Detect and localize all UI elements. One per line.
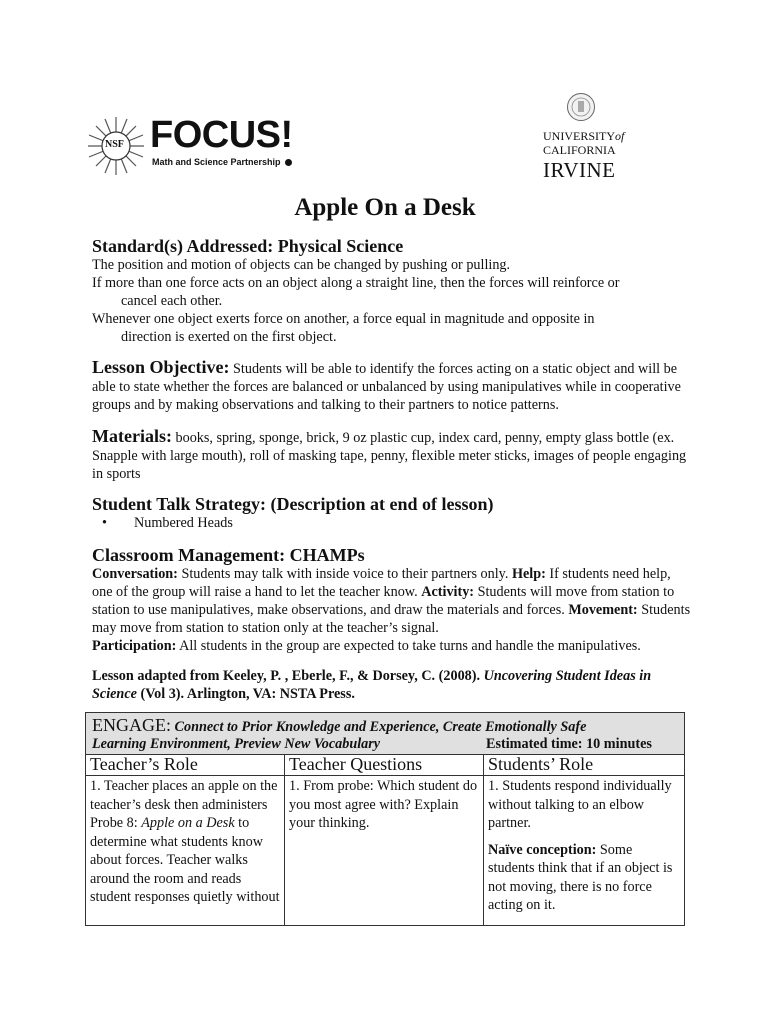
objective-label: Lesson Objective: [92,357,230,377]
uci-university: UNIVERSITYof [543,129,625,143]
standard-line: direction is exerted on the first object. [121,329,337,345]
page-title: Apple On a Desk [294,194,476,221]
standards-text [92,256,692,346]
engage-title: ENGAGE: Connect to Prior Knowledge and Experience, Create Emotionally Safe [92,715,587,735]
uci-california: CALIFORNIA [543,143,616,157]
column-header: Teacher’s Role [86,755,285,776]
nsf-badge: NSF [105,139,124,150]
talk-strategy-heading: Student Talk Strategy: (Description at end of lesson) [92,494,494,514]
column-header: Teacher Questions [285,755,484,776]
champs-text: Conversation: Students may talk with inside voice to their partners only. Help: If students need help, one of the group will raise a hand to let the teacher know. Activity: Students will move from station to station to use manipulatives, make observations, and draw the materials and forces. Movement: Students may move from station to station only at the teacher’s signal. Participation: All students in the group are expected to take turns and handle the manipulatives. [92,566,691,654]
lesson-objective [92,358,692,414]
focus-logo [86,113,293,183]
uci-irvine: IRVINE [543,158,616,182]
table-row [86,776,685,926]
materials [92,427,692,483]
teacher-questions-cell: 1. From probe: Which student do you most agree with? Explain your thinking. [285,776,484,926]
teacher-role-cell: 1. Teacher places an apple on the teacher’s desk then administers Probe 8: Apple on a Desk to determine what students know about forces. Teacher walks around the room and reads student responses quietly without [86,776,285,926]
students-role-cell: 1. Students respond individually without talking to an elbow partner. Naïve conception: Some students think that if an object is not moving, there is no force acting on it. [484,776,685,926]
table-header-row [86,755,685,776]
materials-text: books, spring, sponge, brick, 9 oz plastic cup, index card, penny, empty glass bottle (ex. Snapple with large mouth), roll of masking tape, penny, flexible meter sticks, images of people engaging in sports [92,430,687,482]
estimated-time: Estimated time: 10 minutes [486,736,652,752]
focus-title: FOCUS! [150,114,293,156]
column-header: Students’ Role [484,755,685,776]
materials-label: Materials: [92,426,172,446]
bullet-dot-icon [285,159,292,166]
naive-conception: Naïve conception: Some students think that if an object is not moving, there is no force acting on it. [488,841,673,913]
standard-line: If more than one force acts on an object along a straight line, then the forces will reinforce or [92,275,620,291]
uci-seal-icon [566,92,596,122]
bullet-icon: • [102,515,107,531]
engage-header [85,712,685,755]
engage-subtitle: Learning Environment, Preview New Vocabulary [92,736,381,752]
standard-line: Whenever one object exerts force on another, a force equal in magnitude and opposite in [92,311,595,327]
standard-line: The position and motion of objects can be changed by pushing or pulling. [92,257,511,273]
list-item: • Numbered Heads [102,515,233,531]
uci-logo [543,92,643,192]
standards-heading: Standard(s) Addressed: Physical Science [92,236,404,256]
objective-text: Students will be able to identify the forces acting on a static object and will be able to state whether the forces are balanced or unbalanced by using manipulatives while in cooperative groups and by making observations and talking to their partners to notice patterns. [92,361,681,413]
focus-subtitle: Math and Science Partnership [152,157,292,167]
roles-table [85,754,685,926]
citation: Lesson adapted from Keeley, P. , Eberle, F., & Dorsey, C. (2008). Uncovering Student Ideas in Science (Vol 3). Arlington, VA: NSTA Press. [92,668,652,702]
champs-heading: Classroom Management: CHAMPs [92,545,365,565]
standard-line: cancel each other. [121,293,223,309]
